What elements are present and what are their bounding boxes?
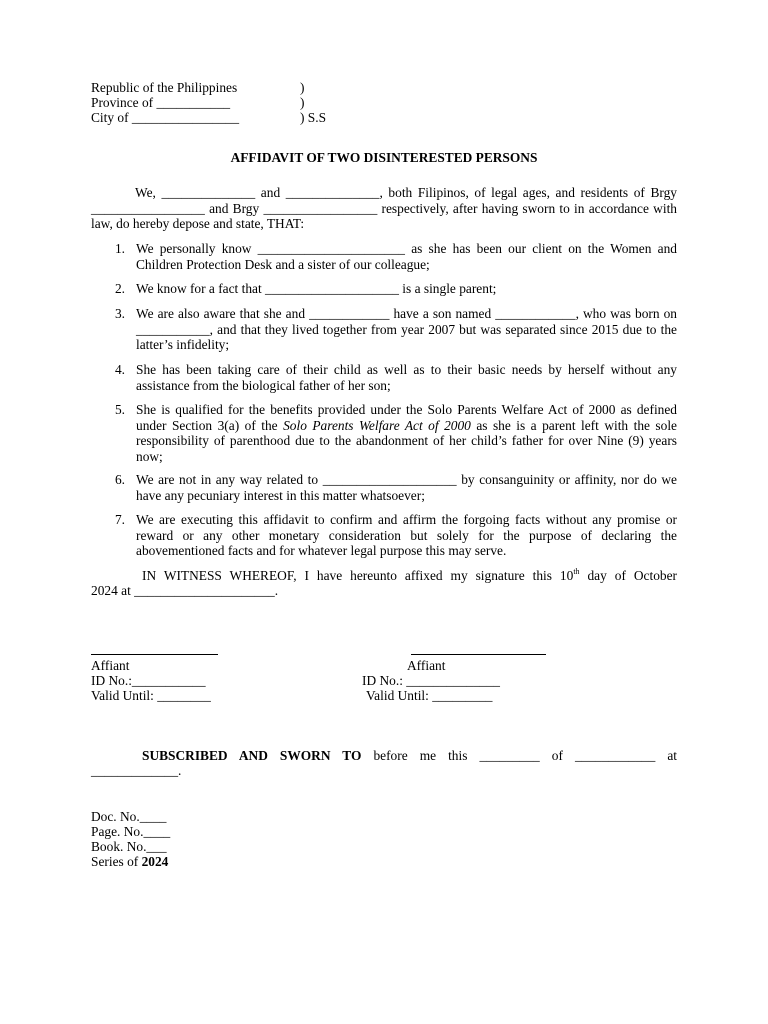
notary-series [91,854,168,870]
affiant-2-signature-line [411,654,546,655]
affiant-1-label: Affiant [91,658,130,673]
venue-ss: ) S.S [300,110,327,125]
item-5-text [136,402,677,464]
notary-series-year: 2024 [141,854,169,869]
notary-page-no: Page. No.____ [91,824,171,839]
notary-doc-no: Doc. No.____ [91,809,167,824]
item-1-text: We personally know ______________________ as she has been our client on the Women and Children Protection Desk and a sister of our colleague; [136,241,677,272]
item-2-number: 2. [114,281,125,296]
jurat-bold: SUBSCRIBED AND SWORN TO [142,748,362,763]
venue-province: Province of ___________ [91,95,231,110]
venue-country: Republic of the Philippines [91,80,238,95]
item-2-text: We know for a fact that ____________________ is a single parent; [136,281,497,296]
venue-paren-1: ) [300,80,305,95]
venue-city: City of ________________ [91,110,240,125]
affiant-2-label: Affiant [407,658,446,673]
witness-text-post: day of October [579,568,677,583]
item-5-number: 5. [114,402,125,417]
jurat-line-1 [91,748,677,764]
intro-paragraph: We, ______________ and ______________, both Filipinos, of legal ages, and residents of Brgy _________________ and Brgy _________________ respectively, after having sworn to in accordance with law, do hereby depose and state, THAT: [91,185,677,231]
item-3-text: We are also aware that she and ____________ have a son named ____________, who was born on ___________, and that they lived together from year 2007 but was separated since 2015 due to the latter’s infidelity; [136,306,677,352]
venue-paren-2: ) [300,95,305,110]
item-7-number: 7. [114,512,125,527]
jurat-text: before me this _________ of ____________ at [361,748,677,763]
affiant-1-valid: Valid Until: ________ [91,688,211,703]
item-6-text: We are not in any way related to ____________________ by consanguinity or affinity, nor do we have any pecuniary interest in this matter whatsoever; [136,472,677,503]
item-5-text-post: as she is a parent left with the sole responsibility of parenthood due to the abandonment of her child’s father for over Nine (9) years now; [136,417,677,464]
affiant-2-valid: Valid Until: _________ [366,688,493,703]
item-3-number: 3. [114,306,125,321]
witness-text-pre: IN WITNESS WHEREOF, I have hereunto affixed my signature this 10 [142,568,574,583]
item-5-act-title: Solo Parents Welfare Act of 2000 [283,417,471,433]
affiant-1-signature-line [91,654,218,655]
item-1-number: 1. [114,241,125,256]
witness-day-suffix: th [573,567,580,576]
affiant-2-id: ID No.: ______________ [362,673,500,688]
affiant-1-id: ID No.:___________ [91,673,206,688]
item-5-text-pre: She is qualified for the benefits provided under the Solo Parents Welfare Act of 2000 as defined under Section 3(a) of the [136,402,677,433]
witness-line-2: 2024 at _____________________. [91,583,279,598]
item-6-number: 6. [114,472,125,487]
document-title: AFFIDAVIT OF TWO DISINTERESTED PERSONS [230,150,538,165]
jurat-line-2: _____________. [91,763,182,778]
notary-book-no: Book. No.___ [91,839,167,854]
item-4-text: She has been taking care of their child as well as to their basic needs by herself without any assistance from the biological father of her son; [136,362,677,393]
notary-series-label: Series of [91,854,142,869]
witness-line-1 [91,568,677,584]
item-4-number: 4. [114,362,125,377]
item-7-text: We are executing this affidavit to confirm and affirm the forgoing facts without any promise or reward or any other monetary consideration but solely for the purpose of declaring the abovementioned facts and for whatever legal purpose this may serve. [136,512,677,558]
